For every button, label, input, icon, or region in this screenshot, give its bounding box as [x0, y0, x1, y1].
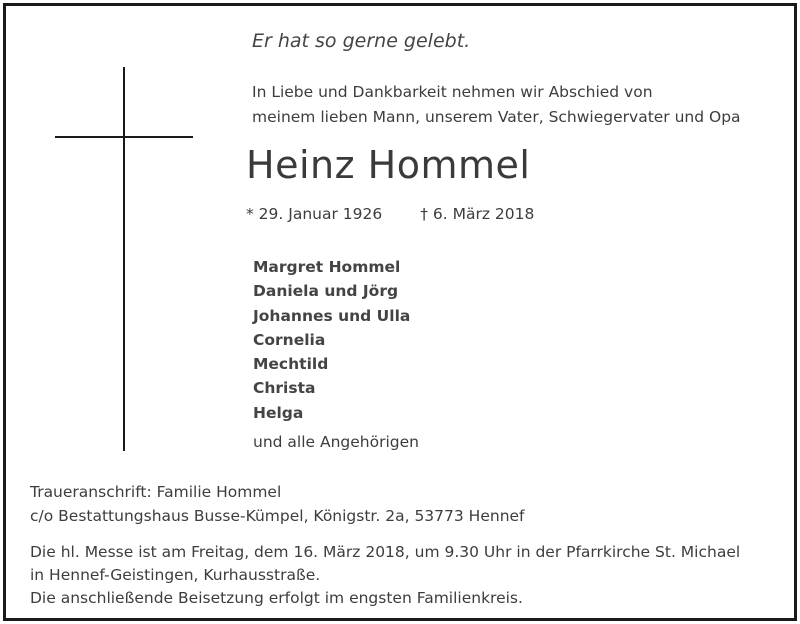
death-date: † 6. März 2018 [420, 205, 535, 223]
other-relatives: und alle Angehörigen [253, 433, 419, 451]
cross-vertical-bar [123, 67, 125, 451]
life-dates [246, 205, 534, 223]
family-member: Christa [253, 379, 316, 398]
intro-text [252, 80, 741, 130]
family-member: Daniela und Jörg [253, 282, 399, 301]
intro-line-1: In Liebe und Dankbarkeit nehmen wir Abschied von [252, 83, 653, 101]
family-list [253, 255, 410, 425]
address-line-2: c/o Bestattungshaus Busse-Kümpel, Königstr. 2a, 53773 Hennef [30, 507, 525, 525]
family-member: Helga [253, 403, 304, 422]
cross-horizontal-bar [55, 136, 193, 138]
family-member: Cornelia [253, 330, 326, 349]
mass-line-3: Die anschließende Beisetzung erfolgt im engsten Familienkreis. [30, 589, 523, 607]
mass-line-2: in Hennef-Geistingen, Kurhausstraße. [30, 566, 321, 584]
family-member: Margret Hommel [253, 258, 401, 276]
intro-line-2: meinem lieben Mann, unserem Vater, Schwiegervater und Opa [252, 108, 741, 126]
deceased-name: Heinz Hommel [246, 143, 531, 187]
mass-line-1: Die hl. Messe ist am Freitag, dem 16. März 2018, um 9.30 Uhr in der Pfarrkirche St. Michael [30, 543, 741, 561]
birth-date: * 29. Januar 1926 [246, 205, 383, 223]
motto: Er hat so gerne gelebt. [252, 30, 471, 52]
family-member: Mechtild [253, 355, 329, 374]
family-member: Johannes und Ulla [253, 306, 411, 325]
mourning-address [30, 480, 525, 528]
address-line-1: Traueranschrift: Familie Hommel [30, 483, 282, 501]
mass-notice [30, 541, 740, 610]
